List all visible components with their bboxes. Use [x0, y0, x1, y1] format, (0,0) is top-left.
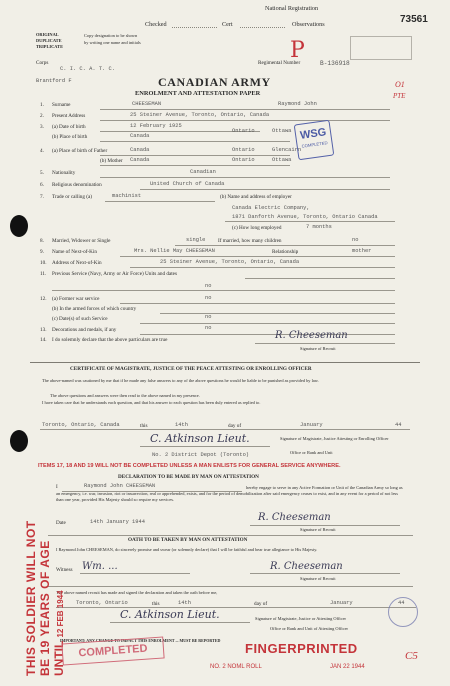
field-num-11: 11.	[40, 271, 47, 277]
cert-label: Cert	[222, 21, 233, 28]
certificate-day: 14th	[175, 422, 188, 428]
age-restriction-stamp	[24, 446, 66, 676]
field-value-father-province: Ontario	[232, 147, 255, 153]
recruit-signature-3: R. Cheeseman	[270, 561, 343, 572]
certificate-this-label: this	[140, 423, 148, 429]
field-label-dob: (a) Date of birth	[52, 124, 86, 130]
field-num-7: 7.	[40, 194, 44, 200]
recruit-signature-caption-3: Signature of Recruit	[300, 576, 336, 581]
declaration-name: Raymond John CHEESEMAN	[84, 483, 156, 489]
field-value-pob-city: Ottawa	[272, 128, 292, 134]
field-num-10: 10.	[40, 260, 47, 266]
certificate-year: 44	[395, 422, 402, 428]
left-tag-duplicate: DUPLICATE	[36, 38, 62, 43]
handwritten-rank: PTE	[393, 92, 406, 100]
regimental-number: B-136918	[320, 60, 350, 67]
field-value-employer-name: Canada Electric Company,	[232, 205, 310, 211]
field-label-pob: (b) Place of birth	[52, 134, 88, 140]
corner-code: C5	[405, 650, 418, 662]
field-num-2: 2.	[40, 113, 44, 119]
field-label-father-pob: (a) Place of birth of Father	[52, 148, 108, 154]
recruit-signature-1: R. Cheeseman	[275, 330, 348, 341]
final-day-of-label: day of	[254, 601, 268, 607]
field-value-father-city: Glencairn	[272, 147, 302, 153]
regimental-number-label: Regimental Number	[258, 60, 301, 66]
final-signature-caption: Signature of Magistrate, Justice or Attesting Officer	[255, 616, 347, 621]
circular-stamp	[388, 597, 418, 627]
observations-label: Observations	[292, 21, 325, 28]
field-value-previous-service: no	[205, 283, 212, 289]
field-num-4: 4.	[40, 148, 44, 154]
field-value-next-of-kin: Mrs. Nellie May CHEESEMAN	[134, 248, 215, 254]
field-num-14: 14.	[40, 337, 47, 343]
oath-text: I Raymond John CHEESEMAN, do sincerely promise and swear (or solemnly declare) that I will be faithful and bear true allegiance to His Majesty.	[56, 547, 318, 552]
certificate-day-of-label: day of	[228, 423, 242, 429]
officer-signature-1: C. Atkinson Lieut.	[150, 432, 250, 445]
field-label-next-of-kin: Name of Next-of-Kin	[52, 249, 97, 255]
declaration-title: DECLARATION TO BE MADE BY MAN ON ATTESTATION	[118, 474, 259, 480]
wsg-stamp-completed: COMPLETED	[301, 140, 328, 149]
field-label-kin-address: Address of Next-of-Kin	[52, 260, 102, 266]
copy-note-2: by writing one name and initials	[84, 40, 141, 45]
unit-value: Brantford F	[36, 78, 72, 84]
field-label-employed-duration: (c) How long employed	[232, 225, 282, 231]
footer-note: IMPORTANT: ANY CHANGE TO IMPACT THIS ENROLMENT ... MUST BE REPORTED	[60, 638, 221, 643]
oath-title: OATH TO BE TAKEN BY MAN ON ATTESTATION	[128, 537, 248, 543]
checked-label: Checked	[145, 21, 167, 28]
field-value-kin-address: 25 Steiner Avenue, Toronto, Ontario, Canada	[160, 259, 300, 265]
corps-value: C. I. C. A. T. C.	[60, 66, 115, 72]
field-value-address: 25 Steiner Avenue, Toronto, Ontario, Canada	[130, 112, 270, 118]
field-label-declaration: I do solemnly declare that the above particulars are true	[52, 337, 168, 343]
officer-signature-caption: Signature of Magistrate, Justice Attesting or Enrolling Officer	[280, 436, 389, 441]
field-value-employer-address: 1871 Danforth Avenue, Toronto, Ontario Canada	[232, 214, 378, 220]
field-label-religion: Religious denomination	[52, 182, 102, 188]
final-statement: The above named recruit has made and signed the declaration and taken the oath before me,	[56, 590, 218, 595]
field-value-surname: CHEESEMAN	[132, 101, 162, 107]
final-place: Toronto, Ontario	[76, 600, 128, 606]
field-label-address: Present Address	[52, 113, 86, 119]
field-label-previous-service: Previous Service (Navy, Army or Air Force) Units and dates	[52, 271, 177, 277]
age-stamp-line-3: UNTIL	[52, 640, 66, 676]
certificate-paragraph-2: The above questions and answers were then read to the above named in my presence.	[50, 393, 200, 398]
final-month: January	[330, 600, 353, 606]
field-label-service-dates: (c) Date(s) of such Service	[52, 316, 108, 322]
field-label-decorations: Decorations and medals, if any	[52, 327, 117, 333]
final-office-caption: Office or Rank and Unit of Attesting Officer	[270, 626, 348, 631]
punch-hole-top	[10, 215, 28, 237]
field-num-9: 9.	[40, 249, 44, 255]
certificate-month: January	[300, 422, 323, 428]
field-num-8: 8.	[40, 238, 44, 244]
age-stamp-line-2: BE 19 YEARS OF AGE	[38, 540, 52, 676]
field-value-marital: single	[186, 237, 206, 243]
field-label-mother-pob: (b) Mother	[100, 158, 123, 164]
final-day: 14th	[178, 600, 191, 606]
field-label-marital: Married, Widower or Single	[52, 238, 111, 244]
field-value-service-dates: no	[205, 314, 212, 320]
field-value-pob-province: Ontario	[232, 128, 255, 134]
field-label-relationship: Relationship	[272, 249, 299, 255]
left-tag-triplicate: TRIPLICATE	[36, 44, 63, 49]
form-title: CANADIAN ARMY	[158, 75, 271, 89]
handwritten-rank-code: O1	[395, 80, 405, 89]
declaration-text: hereby engage to serve in any Active Formation or Unit of the Canadian Army so long as an emergency, i.e. war, invasion, riot or insurrection, real or apprehended, exists, and for the period of demobilization after said emergency ceases to exist, and in any event for a period of not less than one year, provided His Majesty should so require my services.	[56, 485, 403, 503]
declaration-date-label: Date	[56, 520, 66, 526]
copy-note-1: Copy designation to be shown	[84, 33, 138, 38]
final-year: 44	[398, 600, 405, 606]
age-stamp-line-1: THIS SOLDIER WILL NOT	[24, 520, 38, 676]
field-num-1: 1.	[40, 102, 44, 108]
field-value-trade: machinist	[112, 193, 142, 199]
header-corner-box	[350, 36, 412, 60]
field-label-trade: Trade or calling (a)	[52, 194, 92, 200]
oath-witness-label: Witness	[56, 567, 73, 573]
serial-number: 73561	[400, 14, 428, 25]
recruit-signature-caption-2: Signature of Recruit	[300, 527, 336, 532]
field-value-pob-country: Canada	[130, 133, 150, 139]
wsg-completed-stamp	[294, 120, 335, 161]
field-label-children: If married, how many children	[218, 238, 282, 244]
field-value-former-war-service: no	[205, 295, 212, 301]
officer-district: No. 2 District Depot (Toronto)	[152, 452, 250, 458]
field-value-religion: United Church of Canada	[150, 181, 225, 187]
officer-office-caption: Office or Rank and Unit	[290, 450, 333, 455]
field-value-mother-city: Ottawa	[272, 157, 292, 163]
corps-label: Corps	[36, 60, 49, 66]
field-num-12: 12.	[40, 296, 47, 302]
field-num-5: 5.	[40, 170, 44, 176]
field-label-armed-forces-country: (b) In the armed forces of which country	[52, 306, 137, 312]
officer-signature-2: C. Atkinson Lieut.	[120, 608, 220, 621]
recruit-signature-caption-1: Signature of Recruit	[300, 346, 336, 351]
red-check-mark: P	[290, 38, 305, 63]
wsg-stamp-text: WSG	[299, 126, 328, 142]
field-label-surname: Surname	[52, 102, 71, 108]
field-num-13: 13.	[40, 327, 47, 333]
field-value-employed-duration: 7 months	[306, 224, 332, 230]
field-value-mother-country: Canada	[130, 157, 150, 163]
declaration-date: 14th January 1944	[90, 519, 145, 525]
final-this-label: this	[152, 601, 160, 607]
field-label-employer: (b) Name and address of employer	[220, 194, 292, 200]
completed-stamp-text: COMPLETED	[78, 642, 148, 660]
national-registration-label: National Registration	[265, 5, 319, 12]
certificate-place: Toronto, Ontario, Canada	[42, 422, 120, 428]
field-num-3: 3.	[40, 124, 44, 130]
field-label-former-war-service: (a) Former war service	[52, 296, 100, 302]
age-stamp-date: 12 FEB 1944	[56, 590, 65, 638]
declaration-i-label: I	[56, 484, 58, 490]
field-num-6: 6.	[40, 182, 44, 188]
form-subtitle: ENROLMENT AND ATTESTATION PAPER	[135, 90, 261, 97]
field-value-dob: 12 February 1925	[130, 123, 182, 129]
witness-signature: Wm. ...	[82, 561, 118, 572]
certificate-paragraph-1: The above-named was cautioned by me that if he made any false answers to any of the above questions he would be liable to be punished as provided by law.	[42, 378, 319, 383]
fingerprinted-stamp: FINGERPRINTED	[245, 641, 358, 656]
left-tag-original: ORIGINAL	[36, 32, 59, 37]
field-value-given-names: Raymond John	[278, 101, 317, 107]
field-value-relationship: mother	[352, 248, 372, 254]
recruit-signature-2: R. Cheeseman	[258, 512, 331, 523]
field-label-nationality: Nationality	[52, 170, 76, 176]
certificate-paragraph-3: I have taken care that he understands each question, and that his answer to each question has been duly entered as replied to.	[42, 400, 261, 405]
certificate-title: CERTIFICATE OF MAGISTRATE, JUSTICE OF THE PEACE ATTESTING OR ENROLLING OFFICER	[70, 366, 312, 372]
fingerprint-date-stamp: JAN 22 1944	[330, 664, 365, 670]
field-value-decorations: no	[205, 325, 212, 331]
nominal-roll-stamp: NO. 2 NOML ROLL	[210, 664, 262, 670]
field-value-nationality: Canadian	[190, 169, 216, 175]
general-service-warning: ITEMS 17, 18 AND 19 WILL NOT BE COMPLETED UNLESS A MAN ENLISTS FOR GENERAL SERVICE ANYWHERE.	[38, 463, 341, 469]
field-value-mother-province: Ontario	[232, 157, 255, 163]
field-value-father-country: Canada	[130, 147, 150, 153]
field-value-children: no	[352, 237, 359, 243]
